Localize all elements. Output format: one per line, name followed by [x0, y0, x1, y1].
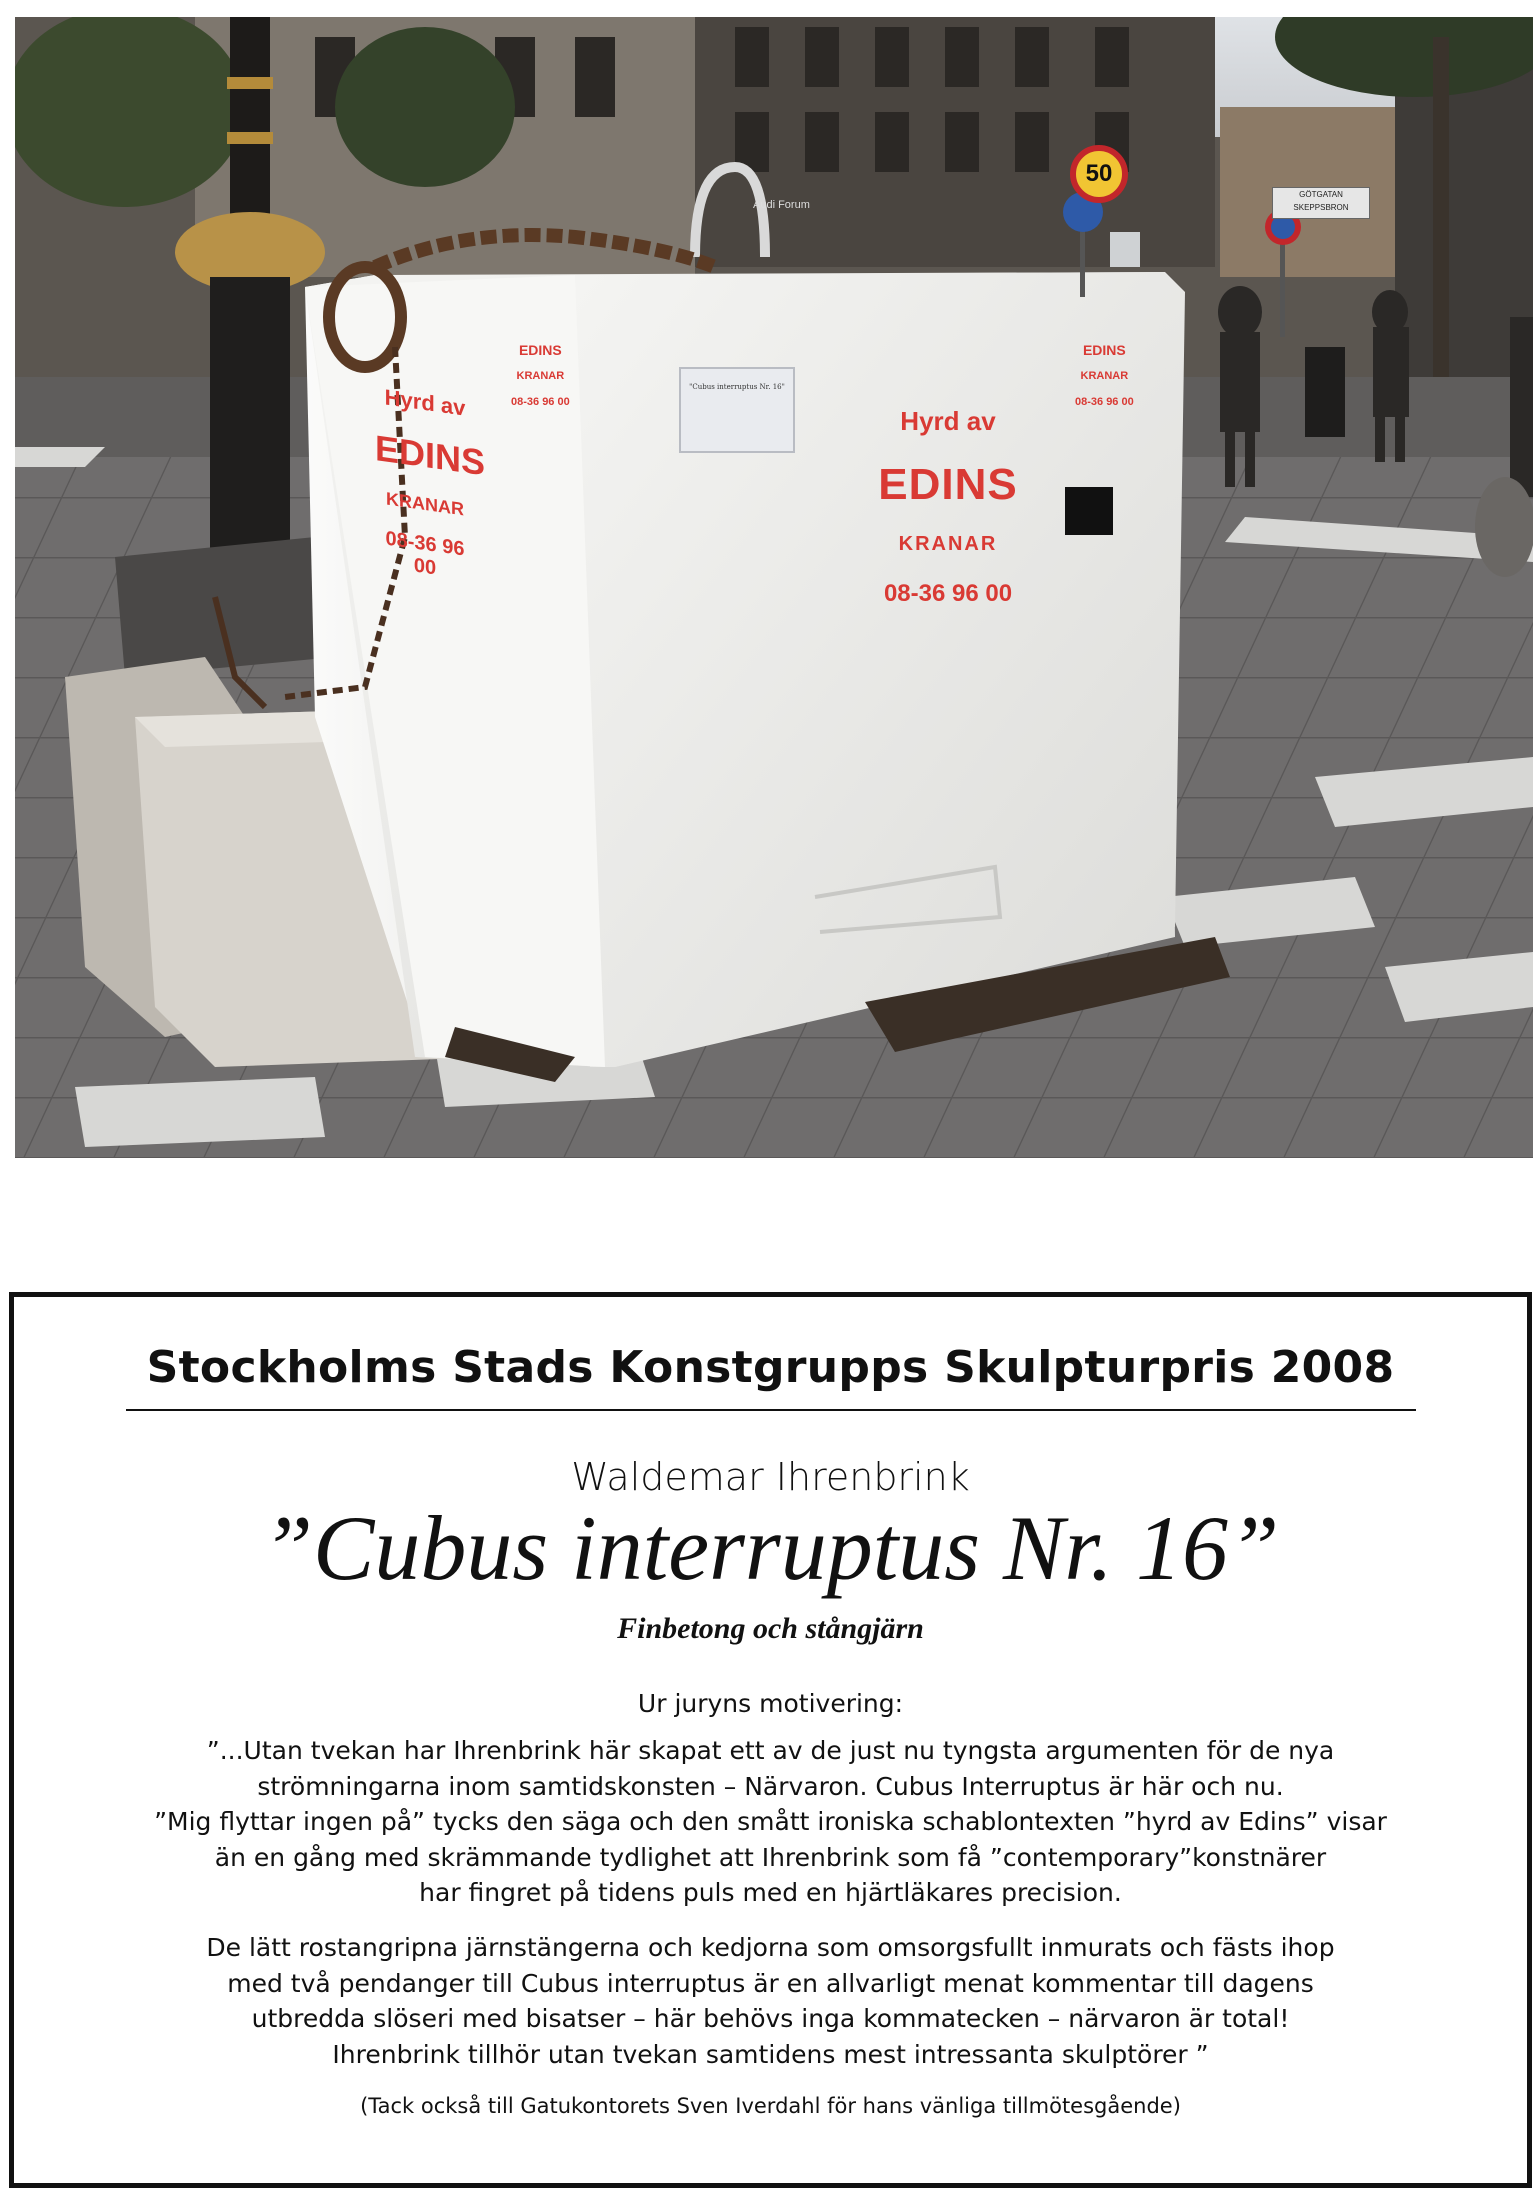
stencil-small-left-phone: 08-36 96 00: [511, 395, 570, 408]
sculpture-photo: [15, 17, 1533, 1158]
stencil-side-kranar: KRANAR: [386, 488, 464, 520]
jury-line: strömningarna inom samtidskonsten – Närvaron. Cubus Interruptus är här och nu.: [257, 1771, 1284, 1801]
jury-line: har fingret på tidens puls med en hjärtläkares precision.: [419, 1878, 1122, 1907]
stencil-hyrd-av: Hyrd av: [900, 406, 996, 437]
stencil-phone: 08-36 96 00: [883, 580, 1013, 608]
award-title: Stockholms Stads Konstgrupps Skulpturpris 2008: [146, 1342, 1395, 1393]
cube-stencil-main: [843, 389, 1053, 626]
street-sign: GÖTGATAN SKEPPSBRON: [1272, 187, 1370, 219]
jury-paragraph-1: [114, 1733, 1427, 1911]
stencil-side-phone: 08-36 96 00: [385, 527, 465, 580]
jury-line: De lätt rostangripna järnstängerna och kedjorna som omsorgsfullt inmurats och fästs ihop: [206, 1933, 1335, 1962]
jury-line: ”Mig flyttar ingen på” tycks den säga och den smått ironiska schablontexten ”hyrd av Edins” visar: [154, 1807, 1387, 1836]
stencil-small-right-kranar: KRANAR: [1080, 370, 1129, 383]
stencil-edins: EDINS: [878, 459, 1018, 509]
jury-line: än en gång med skrämmande tydlighet att Ihrenbrink som få ”contemporary”konstnärer: [214, 1842, 1327, 1872]
jury-paragraph-2: [114, 1930, 1427, 2072]
work-title: ”Cubus interruptus Nr. 16”: [261, 1497, 1280, 1599]
jury-line: utbredda slöseri med bisatser – här behövs inga kommatecken – närvaron är total!: [251, 2004, 1290, 2033]
caption-box: [9, 1292, 1532, 2188]
jury-line: Ihrenbrink tillhör utan tvekan samtidens mest intressanta skulptörer ”: [332, 2039, 1209, 2069]
cube-stencil-side: [375, 365, 486, 604]
jury-heading: Ur juryns motivering:: [637, 1689, 904, 1718]
plaque: [679, 367, 795, 453]
stencil-kranar: KRANAR: [898, 532, 998, 555]
shop-sign: Audi Forum: [753, 199, 810, 211]
work-material: Finbetong och stångjärn: [617, 1612, 924, 1645]
stencil-small-left-edins: EDINS: [518, 341, 562, 358]
title-underline: [126, 1409, 1416, 1411]
stencil-side-hyrd-av: Hyrd av: [384, 384, 466, 422]
cube-stencil-small-right: [1075, 329, 1134, 408]
stencil-small-left-kranar: KRANAR: [516, 370, 565, 383]
artist-name: Waldemar Ihrenbrink: [571, 1455, 970, 1499]
stencil-small-right-phone: 08-36 96 00: [1075, 395, 1134, 408]
stencil-side-edins: EDINS: [375, 427, 486, 484]
acknowledgement: (Tack också till Gatukontorets Sven Iverdahl för hans vänliga tillmötesgående): [360, 2094, 1181, 2118]
speed-limit-sign: 50: [1070, 145, 1128, 203]
plaque-text: "Cubus interruptus Nr. 16": [689, 383, 785, 391]
stencil-small-right-edins: EDINS: [1082, 341, 1126, 358]
cube-stencil-small-left: [511, 329, 570, 408]
jury-line: ”...Utan tvekan har Ihrenbrink här skapat ett av de just nu tyngsta argumenten för de nya: [206, 1736, 1335, 1765]
jury-line: med två pendanger till Cubus interruptus är en allvarligt menat kommentar till dagens: [227, 1968, 1314, 1998]
